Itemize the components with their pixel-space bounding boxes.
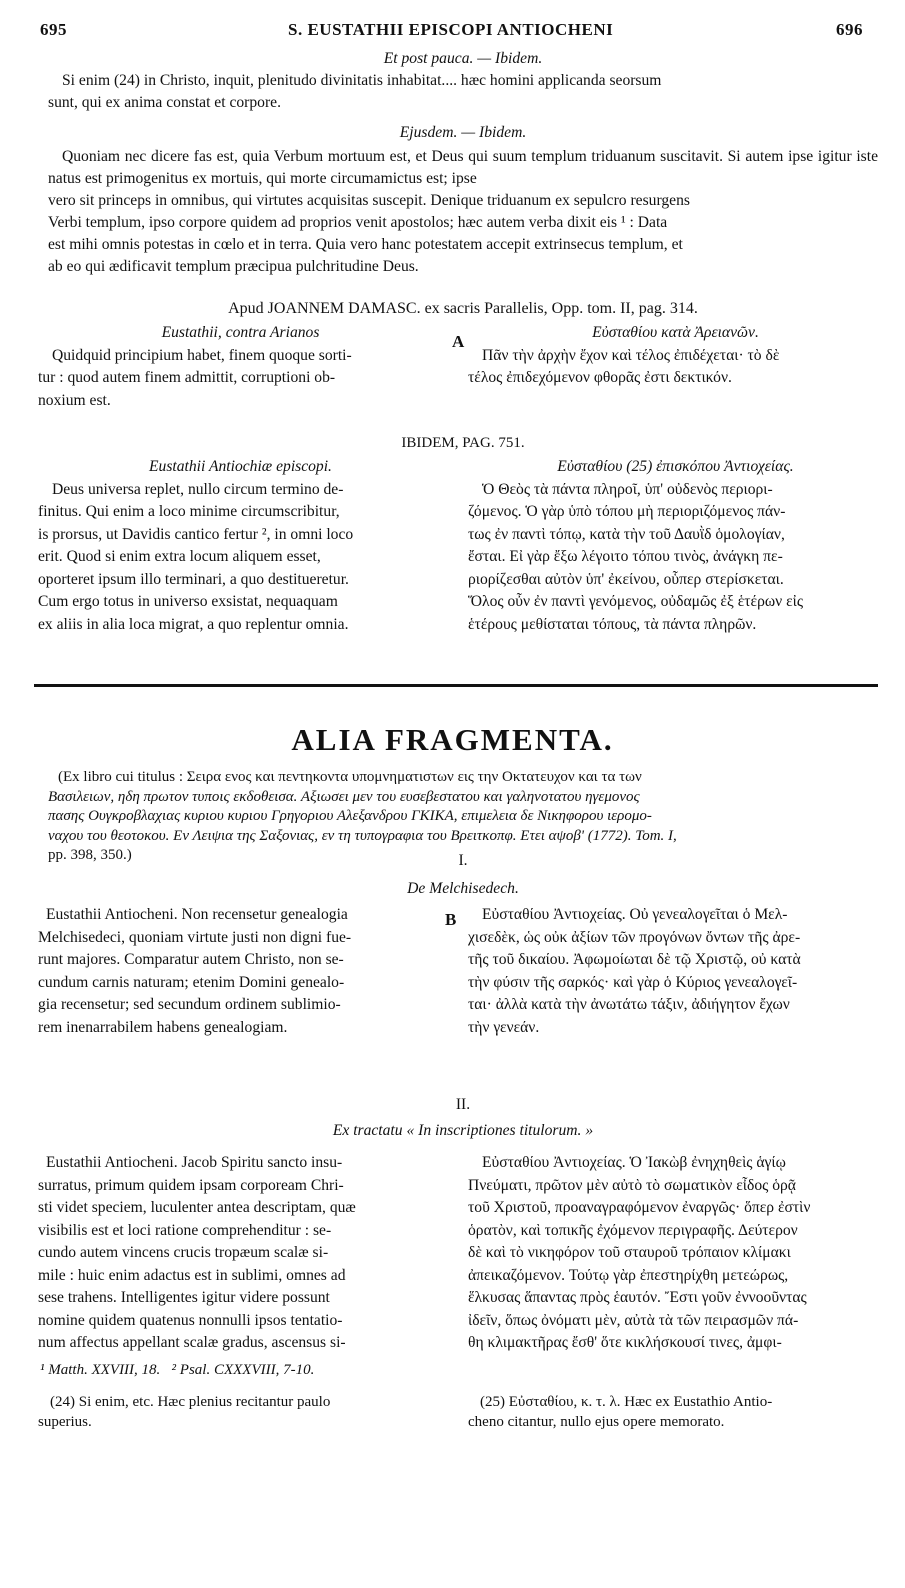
text-line: Εὐσταθίου Ἀντιοχείας. Οὐ γενεαλογεῖται ὁ Μελ- bbox=[482, 906, 788, 923]
text-line: Deus universa replet, nullo circum termino de- bbox=[52, 480, 344, 498]
text-line: (Ex libro cui titulus : Σειρα ενος και πεντηκοντα υπομνηματιστων εις την Οκτατευχον και τα των bbox=[58, 769, 642, 785]
latin-column-arianos bbox=[38, 322, 443, 412]
section-title: ALIA FRAGMENTA. bbox=[291, 722, 614, 757]
text-line: est mihi omnis potestas in cœlo et in terra. Quia vero hanc potestatem accepit extrinsecus templum, et bbox=[48, 236, 683, 253]
text-line: gia recensetur; sed secundum ordinem sublimio- bbox=[38, 996, 341, 1013]
text-line: cheno citantur, nullo ejus opere memorato. bbox=[468, 1414, 725, 1430]
text-line: τῆς τοῦ δικαίου. Ἀφωμοίωται δὲ τῷ Χριστῷ, οὐ κατὰ bbox=[468, 951, 801, 968]
greek-column-theos bbox=[468, 456, 883, 636]
paragraph-quoniam bbox=[48, 146, 878, 278]
text-line: Si enim (24) in Christo, inquit, plenitudo divinitatis inhabitat.... hæc homini applicanda seorsum bbox=[62, 72, 662, 89]
latin-column-melchisedech bbox=[38, 904, 443, 1039]
page-number-right: 696 bbox=[836, 20, 863, 39]
text-line: ται· ἀλλὰ κατὰ τὴν ἀνωτάτω τάξιν, ἀδιήγητον ἔχων bbox=[468, 996, 790, 1013]
column-title: Eustathii, contra Arianos bbox=[161, 324, 320, 341]
text-line: Ὅλος οὖν ἐν παντὶ γενόμενος, οὐδαμῶς ἐξ ἑτέρων εἰς bbox=[468, 593, 804, 610]
text-line: Eustathii Antiocheni. Jacob Spiritu sancto insu- bbox=[46, 1154, 343, 1171]
text-line: θη κλιμακτῆρας ἔσθ' ὅτε κικλήσκουσί τινες, ἀμφι- bbox=[468, 1334, 782, 1351]
text-line: χισεδὲκ, ὡς οὐκ ἀξίων τῶν προγόνων ὄντων τῆς ἀρε- bbox=[468, 928, 801, 946]
text-line: runt majores. Comparatur autem Christo, non se- bbox=[38, 951, 344, 968]
column-marker-b: B bbox=[445, 910, 457, 929]
text-line: Eustathii Antiocheni. Non recensetur genealogia bbox=[46, 906, 348, 923]
heading-et-post-pauca: Et post pauca. — Ibidem. bbox=[383, 50, 543, 67]
column-title: Εὐσταθίου (25) ἐπισκόπου Ἀντιοχείας. bbox=[557, 458, 794, 475]
greek-column-jacob bbox=[468, 1152, 883, 1355]
fragment-title-2: Ex tractatu « In inscriptiones titulorum. » bbox=[332, 1122, 594, 1139]
paragraph-si-enim bbox=[48, 70, 878, 114]
text-line: is prorsus, ut Davidis cantico fertur ², in omni loco bbox=[38, 525, 354, 543]
text-line: Quidquid principium habet, finem quoque sorti- bbox=[52, 346, 352, 364]
text-line: ἀπεικαζόμενον. Τούτῳ γὰρ ἐπεστηρίχθη μετεώρως, bbox=[468, 1266, 789, 1284]
text-line: erit. Quod si enim extra locum aliquem esset, bbox=[38, 548, 321, 565]
text-line: Πνεύματι, πρῶτον μὲν αὐτὸ τὸ σωματικὸν εἶδος ὁρᾷ bbox=[468, 1176, 796, 1194]
text-line: nomine quidem quatenus nonnulli ipsos tentatio- bbox=[38, 1311, 343, 1329]
section-divider bbox=[34, 684, 878, 687]
latin-column-deus bbox=[38, 456, 443, 636]
text-line: cundo autem vincens crucis tropæum scalæ si- bbox=[38, 1244, 329, 1261]
text-line: ἰδεῖν, ὅπως ὀνόματι μὲν, αὐτὰ τὰ τῶν πειρασμῶν πά- bbox=[468, 1311, 799, 1329]
text-line: sti videt speciem, luculenter antea descriptam, quæ bbox=[38, 1199, 356, 1216]
text-line: τοῦ Χριστοῦ, προαναγραφόμενον ἐναργῶς· ὅπερ ἐστὶν bbox=[468, 1199, 811, 1216]
greek-column-arianos bbox=[468, 322, 883, 390]
text-line: ζόμενος. Ὁ γὰρ ὑπὸ τόπου μὴ περιοριζόμενος πάν- bbox=[468, 503, 786, 520]
text-line: surratus, primum quidem ipsam corpoream Chri- bbox=[38, 1176, 344, 1194]
text-line: ἑτέρους μεθίσταται τόπους, τὰ πάντα πληρῶν. bbox=[468, 615, 757, 633]
text-line: cundum carnis naturam; etenim Domini genealo- bbox=[38, 973, 345, 991]
text-line: num affectus appellant scalæ gradus, ascensus si- bbox=[38, 1334, 346, 1351]
text-line: Cum ergo totus in universo exsistat, nequaquam bbox=[38, 593, 338, 610]
running-title: S. EUSTATHII EPISCOPI ANTIOCHENI bbox=[288, 20, 614, 39]
text-line: πασης Ουγκροβλαχιας κυριου κυριου Γρηγοριου Αλεξανδρου ΓΚΙΚΑ, επιμελεια δε Νικηφορου ιερομο- bbox=[48, 808, 652, 824]
text-line: sese trahens. Intelligentes igitur videre possunt bbox=[38, 1289, 330, 1306]
greek-column-melchisedech bbox=[468, 904, 883, 1039]
text-line: Εὐσταθίου Ἀντιοχείας. Ὁ Ἰακὼβ ἐνηχηθεὶς ἁγίῳ bbox=[482, 1154, 786, 1171]
text-line: mile : huic enim adactus est in sublimi, omnes ad bbox=[38, 1266, 346, 1284]
text-line: δὲ καὶ τὸ νικηφόρον τοῦ σταυροῦ τρόπαιον κλίμακι bbox=[468, 1244, 791, 1261]
text-line: Melchisedeci, quoniam virtute justi non digni fue- bbox=[38, 928, 352, 946]
text-line: rem inenarrabilem habens genealogiam. bbox=[38, 1018, 288, 1036]
text-line: Βασιλειων, ηδη πρωτον τυποις εκδοθεισα. Αξιωσει μεν του ευσεβεστατου και γαληνοτατου ηγεμονος bbox=[48, 788, 640, 805]
text-line: τὴν φύσιν τῆς σαρκός· καὶ γὰρ ὁ Κύριος γενεαλογεῖ- bbox=[468, 973, 798, 991]
page-number-left: 695 bbox=[40, 20, 67, 39]
text-line: vero sit princeps in omnibus, qui virtutes acquisitas suscepit. Denique triduanum ex sepulcro resurgens bbox=[48, 192, 690, 209]
column-marker-a: A bbox=[452, 332, 465, 351]
footnote-25 bbox=[468, 1392, 883, 1432]
text-line: finitus. Qui enim a loco minime circumscribitur, bbox=[38, 503, 340, 520]
column-title: Eustathii Antiochiæ episcopi. bbox=[149, 458, 332, 475]
text-line: Ὁ Θεὸς τὰ πάντα πληροῖ, ὑπ' οὐδενὸς περιορι- bbox=[482, 480, 773, 498]
text-line: ἔσται. Εἰ γὰρ ἔξω λέγοιτο τόπου τινὸς, ἀνάγκη πε- bbox=[468, 548, 783, 565]
text-line: Verbi templum, ipso corpore quidem ad proprios venit apostolos; hæc autem verba dixit eis ¹ : Data bbox=[48, 214, 668, 231]
text-line: noxium est. bbox=[38, 391, 111, 409]
text-line: ex aliis in alia loca migrat, a quo replentur omnia. bbox=[38, 615, 349, 633]
heading-ejusdem: Ejusdem. — Ibidem. bbox=[399, 124, 527, 141]
source-line-damasc: Apud JOANNEM DAMASC. ex sacris Parallelis, Opp. tom. II, pag. 314. bbox=[228, 300, 698, 317]
text-line: pp. 398, 350.) bbox=[48, 847, 132, 863]
text-line: τως ἐν παντὶ τόπῳ, κατὰ τὴν τοῦ Δαυῒδ ὁμολογίαν, bbox=[468, 525, 785, 543]
text-line: Quoniam nec dicere fas est, quia Verbum mortuum est, et Deus qui suum templum triduanum suscitavit. Si autem ipse igitur iste natus est primogenitus ex mortuis, qui morte circumamictus est; ipse bbox=[48, 148, 878, 187]
text-line: visibilis est et loci ratione comprehenditur : se- bbox=[38, 1221, 332, 1239]
text-line: tur : quod autem finem admittit, corruptioni ob- bbox=[38, 369, 336, 386]
text-line: Πᾶν τὴν ἀρχὴν ἔχον καὶ τέλος ἐπιδέχεται· τὸ δὲ bbox=[482, 346, 780, 364]
fragment-number-1: I. bbox=[458, 852, 468, 869]
text-line: sunt, qui ex anima constat et corpore. bbox=[48, 94, 281, 111]
scripture-footnotes: ¹ Matth. XXVIII, 18. ² Psal. CXXXVIII, 7-10. bbox=[40, 1362, 315, 1378]
text-line: (25) Εὐσταθίου, κ. τ. λ. Hæc ex Eustathio Antio- bbox=[480, 1394, 773, 1410]
text-line: superius. bbox=[38, 1414, 92, 1430]
text-line: oporteret ipsum illo terminari, a quo destitueretur. bbox=[38, 570, 349, 588]
text-line: τέλος ἐπιδεχόμενον φθορᾶς ἐστι δεκτικόν. bbox=[468, 369, 732, 386]
footnote-24 bbox=[38, 1392, 438, 1432]
fragment-title-1: De Melchisedech. bbox=[407, 880, 519, 897]
text-line: ὁρατὸν, καὶ τοπικῆς ἐχόμενον περιγραφῆς. Δεύτερον bbox=[468, 1221, 798, 1239]
text-line: ριορίζεσθαι αὐτὸν ὑπ' ἐκείνου, οὗπερ στερίσκεται. bbox=[468, 570, 784, 588]
latin-column-jacob bbox=[38, 1152, 443, 1355]
text-line: τὴν γενεάν. bbox=[468, 1018, 540, 1036]
fragment-number-2: II. bbox=[455, 1096, 471, 1113]
source-line-ibidem: IBIDEM, PAG. 751. bbox=[401, 435, 525, 451]
text-line: ἕλκυσας ἅπαντας πρὸς ἑαυτόν. Ἔστι γοῦν ἐννοοῦντας bbox=[468, 1289, 807, 1306]
text-line: ναχου του θεοτοκου. Εν Λειψια της Σαξονιας, εν τη τυπογραφια του Βρειτκοπφ. Ετει αψοβ' (1772). Tom. I, bbox=[48, 827, 677, 844]
column-title: Εὐσταθίου κατὰ Ἀρειανῶν. bbox=[592, 324, 759, 341]
text-line: ab eo qui ædificavit templum præcipua pulchritudine Deus. bbox=[48, 258, 419, 275]
text-line: (24) Si enim, etc. Hæc plenius recitantur paulo bbox=[50, 1394, 331, 1410]
